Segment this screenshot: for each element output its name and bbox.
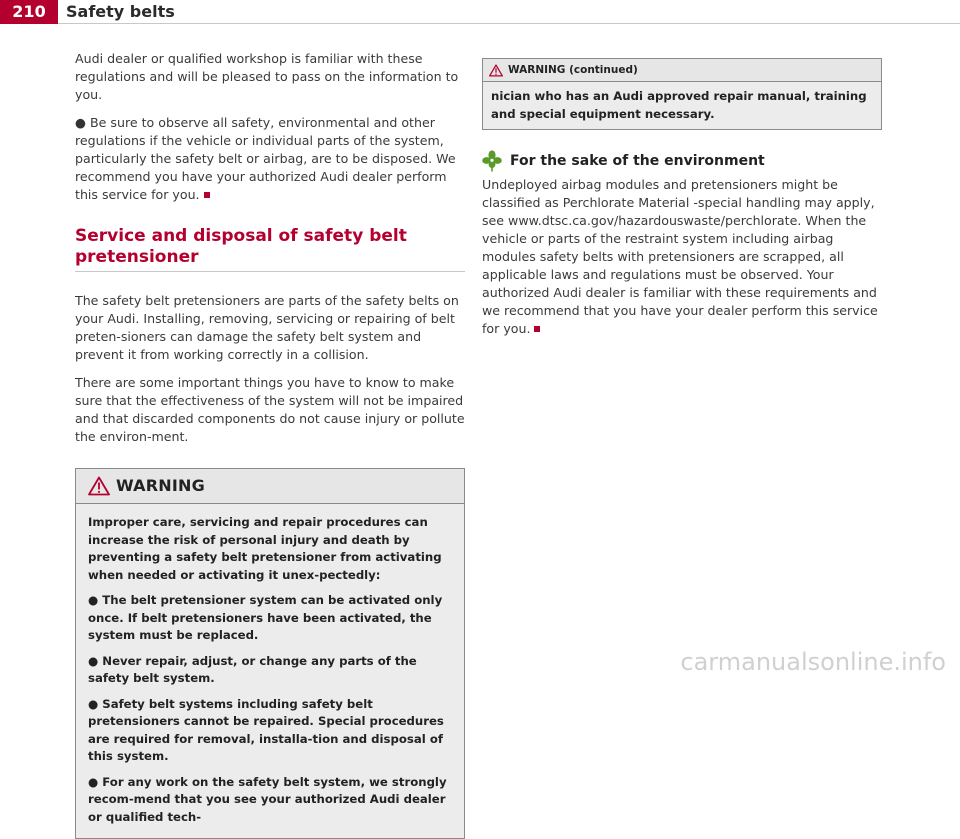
bullet-marker: ●	[88, 593, 103, 607]
header-divider	[58, 23, 960, 24]
bullet-marker: ●	[88, 653, 103, 668]
page-number: 210	[0, 0, 58, 24]
disposal-bullet-text: Be sure to observe all safety, environmental and other regulations if the vehicle or individual parts of the system, particularly the safety belt or airbag, are to be disposed. We recommend you have your authorized Audi dealer perform this service for you.	[75, 115, 456, 202]
warning-bullet-text: Safety belt systems including safety belt pretensioners cannot be repaired. Special procedures are required for removal, installa-tion and disposal of this system.	[88, 696, 444, 763]
environment-paragraph	[482, 176, 882, 338]
warning-continued-body: nician who has an Audi approved repair manual, training and special equipment necessary.	[483, 82, 881, 129]
warning-bullet-text: The belt pretensioner system can be activated only once. If belt pretensioners have been activated, the system must be replaced.	[88, 593, 443, 642]
left-column	[75, 50, 465, 839]
end-of-section-icon	[534, 326, 540, 332]
environment-leaf-icon	[482, 150, 502, 172]
end-of-section-icon	[204, 192, 210, 198]
warning-intro: Improper care, servicing and repair procedures can increase the risk of personal injury and death by preventing a safety belt pretensioner from activating when needed or activating it unex-pectedly:	[88, 515, 442, 582]
watermark: carmanualsonline.info	[680, 648, 946, 676]
warning-continued-title: WARNING (continued)	[508, 64, 638, 76]
environment-title: For the sake of the environment	[510, 153, 765, 169]
warning-title: WARNING	[116, 476, 205, 495]
warning-triangle-icon	[489, 64, 503, 77]
disposal-bullet	[75, 114, 465, 204]
service-heading: Service and disposal of safety belt pretensioner	[75, 226, 465, 272]
warning-continued-box	[482, 58, 882, 130]
warning-box	[75, 468, 465, 839]
warning-bullet	[88, 592, 454, 645]
pretensioner-paragraph-1: The safety belt pretensioners are parts of the safety belts on your Audi. Installing, removing, servicing or repairing of belt preten-sioners can damage the safety belt system and prevent it from working correctly in a collision.	[75, 293, 459, 362]
warning-bullet-text: Never repair, adjust, or change any parts of the safety belt system.	[88, 653, 417, 685]
intro-paragraph: Audi dealer or qualified workshop is familiar with these regulations and will be pleased to pass on the information to you.	[75, 51, 459, 102]
pretensioner-paragraph-2: There are some important things you have to know to make sure that the effectiveness of the system will not be impaired and that discarded components do not cause injury or pollute the environ-ment.	[75, 375, 465, 444]
warning-bullet	[88, 653, 454, 688]
bullet-marker: ●	[75, 115, 86, 130]
environment-text: Undeployed airbag modules and pretensioners might be classified as Perchlorate Material -special handling may apply, see www.dtsc.ca.gov/hazardouswaste/perchlorate. When the vehicle or parts of the restraint system including airbag modules safety belts with pretensioners are scrapped, all applicable laws and regulations must be observed. Your authorized Audi dealer is familiar with these requirements and we recommend that you have your dealer perform this service for you.	[482, 177, 878, 336]
warning-bullet	[88, 696, 454, 766]
bullet-marker: ●	[88, 774, 103, 789]
section-title: Safety belts	[66, 2, 175, 21]
warning-triangle-icon	[88, 476, 110, 496]
warning-body	[76, 504, 464, 838]
warning-header	[76, 469, 464, 504]
bullet-marker: ●	[88, 696, 103, 711]
page-header	[0, 0, 960, 26]
right-column	[482, 50, 882, 348]
environment-heading	[482, 150, 882, 172]
warning-bullet	[88, 774, 454, 827]
warning-continued-header	[483, 59, 881, 82]
warning-bullet-text: For any work on the safety belt system, we strongly recom-mend that you see your authorized Audi dealer or qualified tech-	[88, 774, 447, 824]
